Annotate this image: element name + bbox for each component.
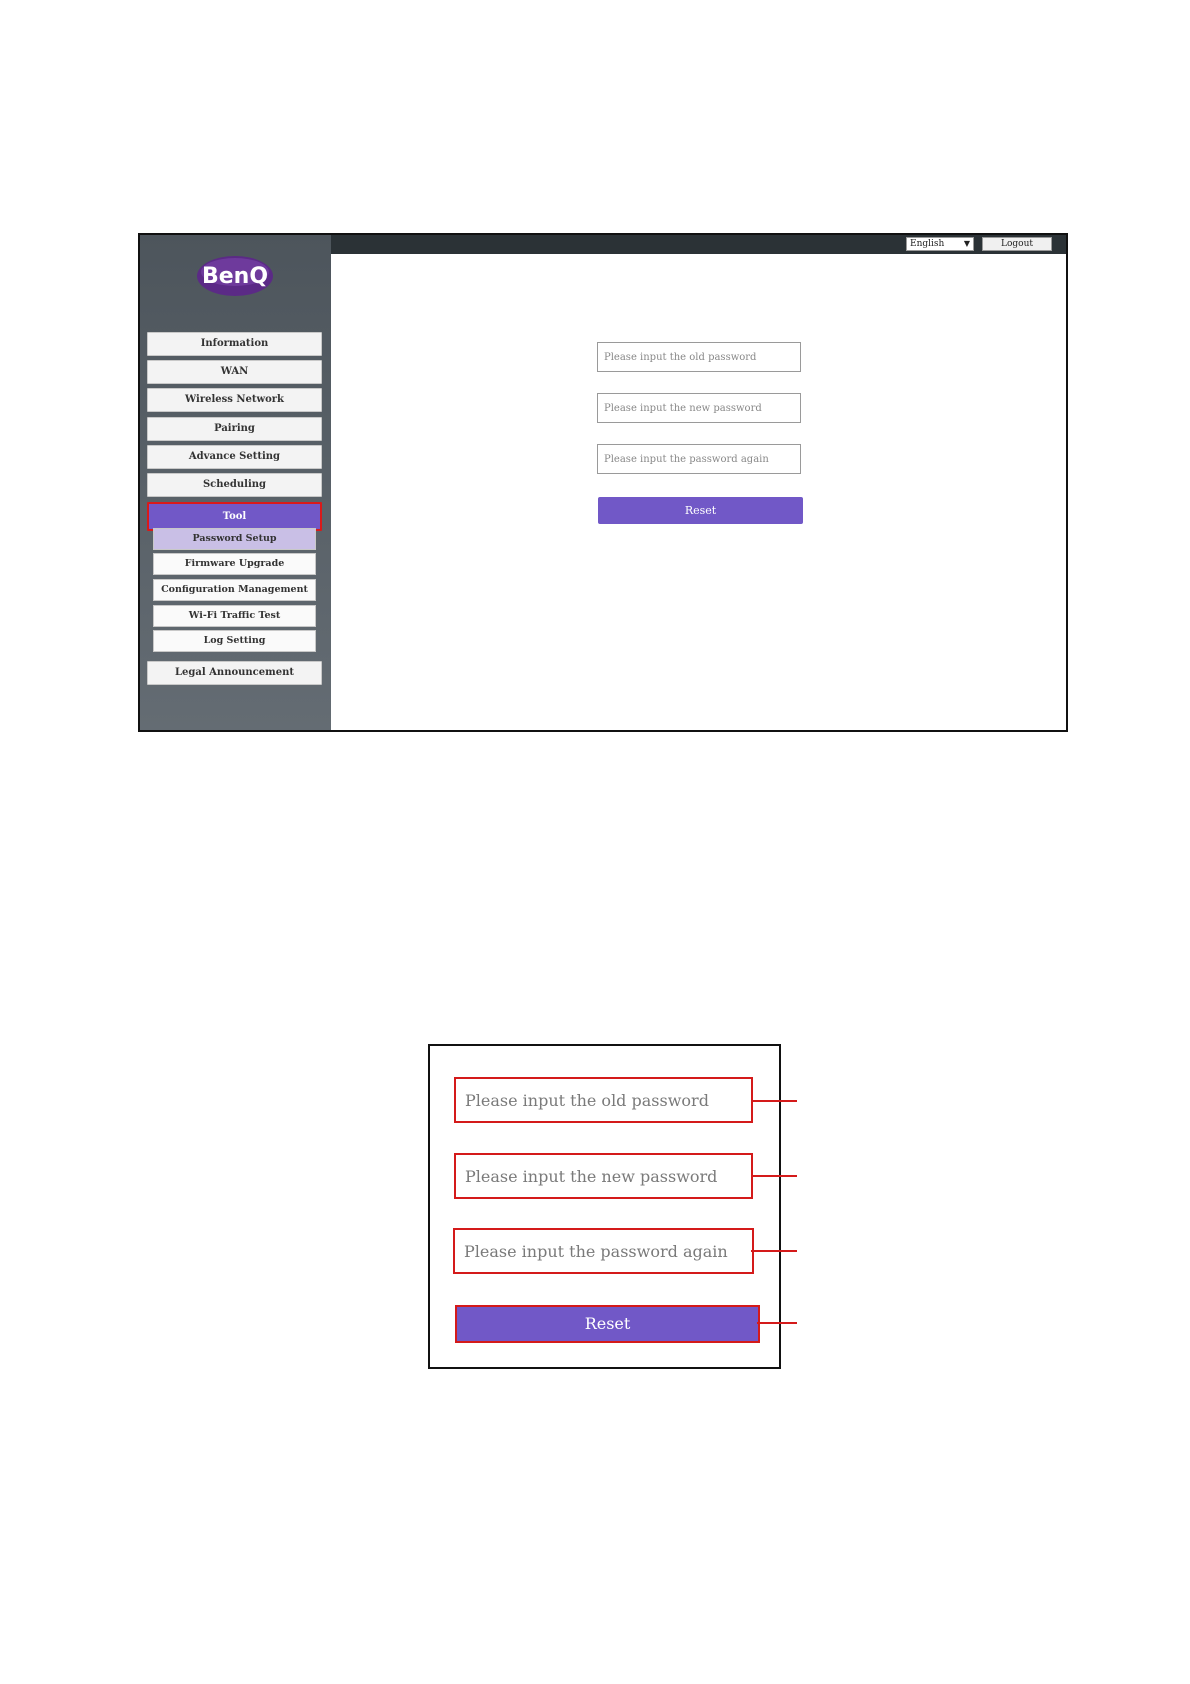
password-form-detail [428, 1044, 781, 1369]
detail-confirm-password-input[interactable] [453, 1228, 754, 1274]
submenu-firmware-upgrade[interactable]: Firmware Upgrade [153, 553, 316, 575]
sidebar-item-information[interactable]: Information [147, 332, 322, 356]
new-password-input[interactable] [597, 393, 801, 423]
callout-line-4 [757, 1322, 797, 1324]
top-bar [331, 235, 1066, 254]
detail-old-password-input[interactable] [454, 1077, 753, 1123]
callout-line-1 [751, 1100, 797, 1102]
sidebar [140, 235, 331, 730]
submenu-wifi-traffic-test[interactable]: Wi-Fi Traffic Test [153, 605, 316, 627]
logout-button[interactable]: Logout [982, 237, 1052, 251]
confirm-password-input[interactable] [597, 444, 801, 474]
reset-button[interactable]: Reset [598, 497, 803, 524]
callout-line-2 [751, 1175, 797, 1177]
sidebar-item-legal-announcement[interactable]: Legal Announcement [147, 661, 322, 685]
submenu-configuration-management[interactable]: Configuration Management [153, 579, 316, 601]
submenu-password-setup[interactable]: Password Setup [153, 528, 316, 550]
sidebar-item-advance-setting[interactable]: Advance Setting [147, 445, 322, 469]
sidebar-item-tool[interactable]: Tool [147, 502, 322, 531]
language-value: English [910, 239, 945, 249]
benq-logo [195, 253, 275, 299]
sidebar-item-pairing[interactable]: Pairing [147, 417, 322, 441]
svg-text:BenQ: BenQ [201, 264, 269, 289]
old-password-input[interactable] [597, 342, 801, 372]
submenu-log-setting[interactable]: Log Setting [153, 630, 316, 652]
dropdown-arrow-icon: ▼ [963, 239, 970, 248]
router-admin-screenshot [138, 233, 1068, 732]
sidebar-item-wireless-network[interactable]: Wireless Network [147, 388, 322, 412]
sidebar-item-wan[interactable]: WAN [147, 360, 322, 384]
language-select[interactable] [906, 237, 974, 251]
callout-line-3 [751, 1250, 797, 1252]
detail-new-password-input[interactable] [454, 1153, 753, 1199]
sidebar-item-scheduling[interactable]: Scheduling [147, 473, 322, 497]
detail-reset-button[interactable]: Reset [455, 1305, 760, 1343]
